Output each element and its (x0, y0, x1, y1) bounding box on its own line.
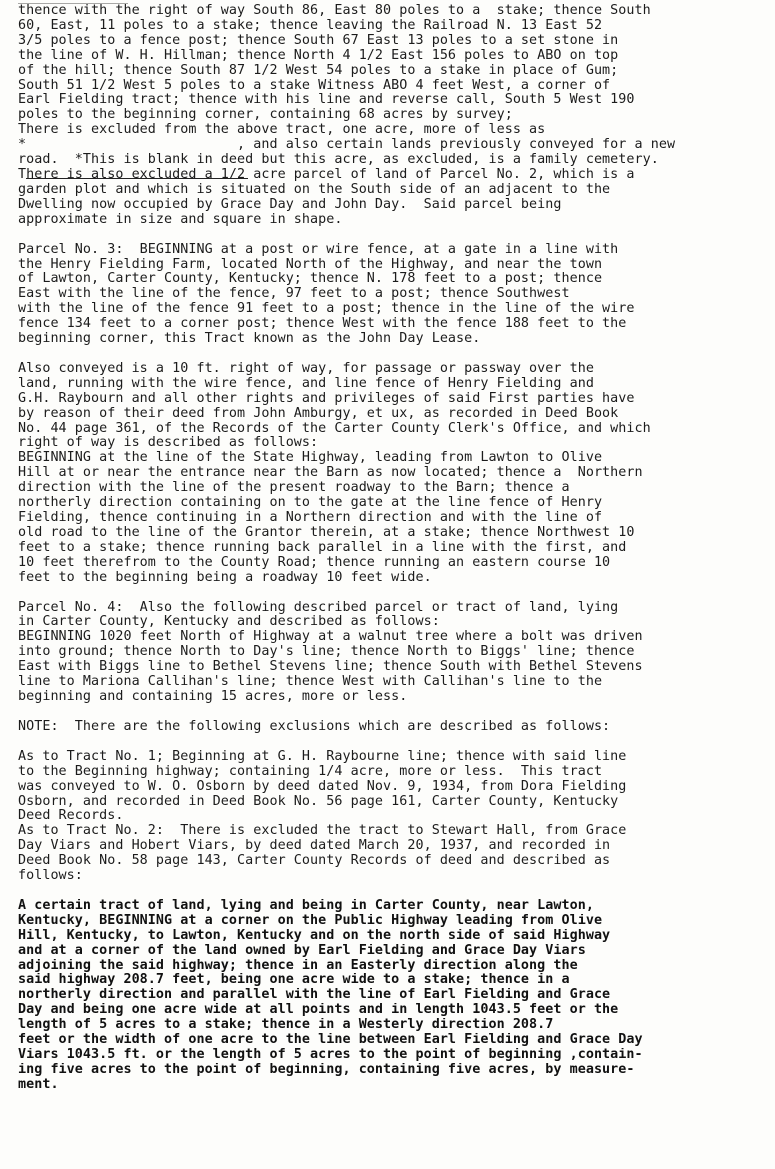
text-line: of Lawton, Carter County, Kentucky; thence N. 178 feet to a post; thence (18, 272, 603, 287)
text-line: * , and also certain lands previously conveyed for a new (18, 138, 676, 153)
text-line: garden plot and which is situated on the South side of an adjacent to the (18, 182, 611, 197)
text-line: Hill, Kentucky, to Lawton, Kentucky and on the north side of said Highway (18, 928, 611, 943)
text-line: Parcel No. 3: BEGINNING at a post or wire fence, at a gate in a line with (18, 242, 619, 257)
text-line: direction with the line of the present roadway to the Barn; thence a (18, 481, 570, 496)
text-line: was conveyed to W. O. Osborn by deed dated Nov. 9, 1934, from Dora Fielding (18, 779, 627, 794)
text-line: into ground; thence North to Day's line; thence North to Biggs' line; thence (18, 645, 635, 660)
text-line: South 51 1/2 West 5 poles to a stake Witness ABO 4 feet West, a corner of (18, 78, 611, 93)
text-line: beginning and containing 15 acres, more or less. (18, 689, 408, 704)
text-line: old road to the line of the Grantor therein, at a stake; thence Northwest 10 (18, 525, 635, 540)
text-line: line to Mariona Callihan's line; thence West with Callihan's line to the (18, 675, 603, 690)
text-line: poles to the beginning corner, containing 68 acres by survey; (18, 108, 513, 123)
text-line: Dwelling now occupied by Grace Day and John Day. Said parcel being (18, 197, 562, 212)
paragraph-parcel-4 (18, 601, 766, 705)
deed-text (18, 4, 766, 1093)
text-line: Parcel No. 4: Also the following described parcel or tract of land, lying (18, 600, 619, 615)
text-line: As to Tract No. 1; Beginning at G. H. Raybourne line; thence with said line (18, 749, 627, 764)
text-line: northerly direction and parallel with the line of Earl Fielding and Grace (18, 988, 611, 1003)
text-line: of the hill; thence South 87 1/2 West 54 poles to a stake in place of Gum; (18, 63, 619, 78)
text-line: East with Biggs line to Bethel Stevens line; thence South with Bethel Stevens (18, 660, 643, 675)
text-line: feet to a stake; thence running back parallel in a line with the first, and (18, 540, 627, 555)
text-line: ment. (18, 1077, 59, 1092)
text-line: A certain tract of land, lying and being in Carter County, near Lawton, (18, 898, 594, 913)
text-line: No. 44 page 361, of the Records of the Carter County Clerk's Office, and which (18, 421, 651, 436)
text-line: feet to the beginning being a roadway 10 feet wide. (18, 570, 432, 585)
paragraph-exclusions (18, 750, 766, 884)
text-line: approximate in size and square in shape. (18, 212, 343, 227)
text-line: There is also excluded a 1/2 acre parcel of land of Parcel No. 2, which is a (18, 167, 635, 182)
text-line: thence with the right of way South 86, East 80 poles to a stake; thence South (18, 4, 651, 18)
text-line: follows: (18, 869, 83, 884)
text-line: 60, East, 11 poles to a stake; thence leaving the Railroad N. 13 East 52 (18, 18, 603, 33)
paragraph-note (18, 720, 766, 735)
text-line: Also conveyed is a 10 ft. right of way, for passage or passway over the (18, 361, 594, 376)
paragraph-gap (18, 884, 766, 899)
text-line: feet or the width of one acre to the line between Earl Fielding and Grace Day (18, 1033, 643, 1048)
text-line: Deed Book No. 58 page 143, Carter County Records of deed and described as (18, 854, 611, 869)
text-line: northerly direction containing on to the gate at the line fence of Henry (18, 496, 603, 511)
text-line: Deed Records. (18, 809, 124, 824)
text-line: right of way is described as follows: (18, 436, 319, 451)
text-line: length of 5 acres to a stake; thence in a Westerly direction 208.7 (18, 1018, 554, 1033)
text-line: As to Tract No. 2: There is excluded the tract to Stewart Hall, from Grace (18, 824, 627, 839)
text-line: in Carter County, Kentucky and described as follows: (18, 615, 440, 630)
text-line: Fielding, thence continuing in a Northern direction and with the line of (18, 511, 603, 525)
text-line: the Henry Fielding Farm, located North of the Highway, and near the town (18, 257, 603, 272)
text-line: fence 134 feet to a corner post; thence West with the fence 188 feet to the (18, 317, 627, 332)
paragraph-gap (18, 586, 766, 601)
text-line: adjoining the said highway; thence in an Easterly direction along the (18, 958, 578, 973)
text-line: East with the line of the fence, 97 feet to a post; thence Southwest (18, 287, 570, 302)
text-line: NOTE: There are the following exclusions which are described as follows: (18, 719, 611, 734)
text-line: beginning corner, this Tract known as the John Day Lease. (18, 332, 481, 347)
text-line: said highway 208.7 feet, being one acre wide to a stake; thence in a (18, 973, 570, 988)
text-line: Day and being one acre wide at all points and in length 1043.5 feet or the (18, 1003, 619, 1018)
text-line: ing five acres to the point of beginning, containing five acres, by measure- (18, 1062, 635, 1077)
paragraph-gap (18, 347, 766, 362)
paragraph-right-of-way (18, 362, 766, 586)
paragraph-gap (18, 228, 766, 243)
text-line: land, running with the wire fence, and line fence of Henry Fielding and (18, 376, 594, 391)
text-line: road. *This is blank in deed but this acre, as excluded, is a family cemetery. (18, 153, 659, 168)
text-line: Kentucky, BEGINNING at a corner on the Public Highway leading from Olive (18, 913, 603, 928)
text-line: BEGINNING at the line of the State Highway, leading from Lawton to Olive (18, 451, 603, 466)
text-line: to the Beginning highway; containing 1/4 acre, more or less. This tract (18, 764, 603, 779)
paragraph-parcel-2-tail (18, 4, 766, 228)
text-line: Earl Fielding tract; thence with his line and reverse call, South 5 West 190 (18, 93, 635, 108)
text-line: Osborn, and recorded in Deed Book No. 56 page 161, Carter County, Kentucky (18, 794, 619, 809)
text-line: Viars 1043.5 ft. or the length of 5 acres to the point of beginning ,contain- (18, 1048, 643, 1062)
text-line: the line of W. H. Hillman; thence North 4 1/2 East 156 poles to ABO on top (18, 48, 619, 63)
text-line: Day Viars and Hobert Viars, by deed dated March 20, 1937, and recorded in (18, 839, 611, 854)
text-line: 3/5 poles to a fence post; thence South 67 East 13 poles to a set stone in (18, 33, 619, 48)
text-line: with the line of the fence 91 feet to a post; thence in the line of the wire (18, 302, 635, 317)
paragraph-stewart-hall-tract (18, 899, 766, 1093)
paragraph-gap (18, 705, 766, 720)
paragraph-gap (18, 735, 766, 750)
text-line: by reason of their deed from John Amburgy, et ux, as recorded in Deed Book (18, 406, 619, 421)
text-line: Hill at or near the entrance near the Barn as now located; thence a Northern (18, 466, 643, 481)
text-line: G.H. Raybourn and all other rights and privileges of said First parties have (18, 391, 635, 406)
text-line: BEGINNING 1020 feet North of Highway at a walnut tree where a bolt was driven (18, 630, 643, 645)
paragraph-parcel-3 (18, 243, 766, 347)
text-line: and at a corner of the land owned by Earl Fielding and Grace Day Viars (18, 943, 586, 958)
text-line: There is excluded from the above tract, one acre, more of less as (18, 123, 546, 138)
text-line: 10 feet therefrom to the County Road; thence running an eastern course 10 (18, 555, 611, 570)
